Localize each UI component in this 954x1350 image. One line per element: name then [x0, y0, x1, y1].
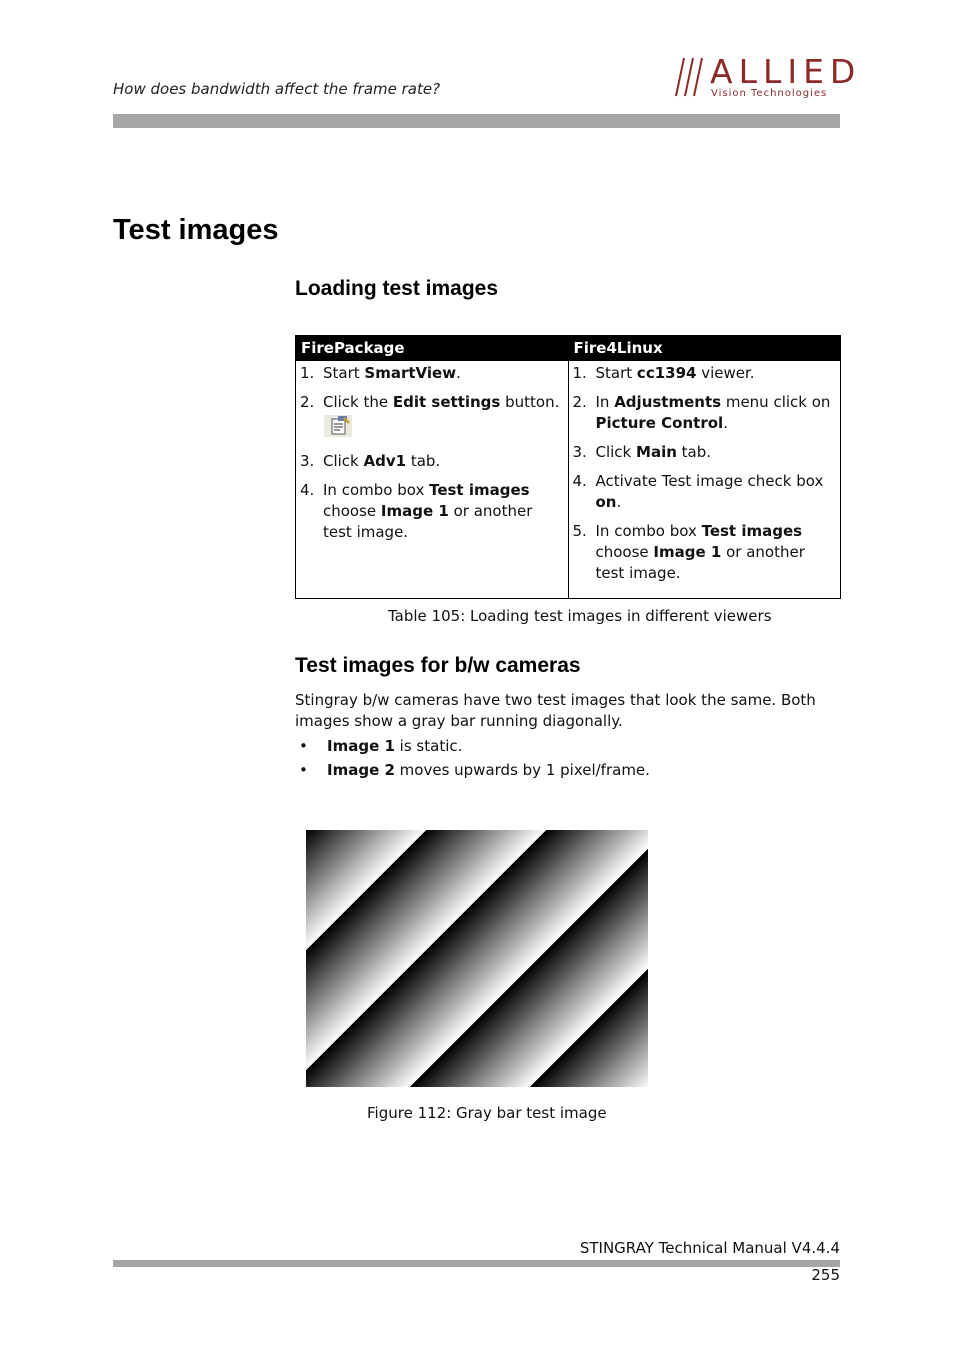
logo-slashes-icon	[666, 52, 710, 98]
header-divider	[113, 114, 840, 128]
firepackage-steps	[300, 363, 564, 543]
section-body	[295, 690, 843, 782]
edit-settings-icon	[323, 415, 353, 437]
logo-wordmark: ALLIED	[710, 52, 862, 91]
list-item: 3. Click Main tab.	[572, 443, 712, 461]
diagonal-gray-bars-figure	[306, 830, 648, 1087]
footer-divider	[113, 1260, 840, 1267]
list-item: • Image 2 moves upwards by 1 pixel/frame.	[299, 761, 650, 779]
list-item: 2. Click the Edit settings button.	[300, 392, 564, 443]
list-item: • Image 1 is static.	[299, 737, 463, 755]
list-item: 5. In combo box Test images choose Image 1 or another test image.	[572, 522, 805, 582]
page-title: Test images	[113, 214, 279, 246]
figure-caption: Figure 112: Gray bar test image	[367, 1104, 607, 1122]
table-caption: Table 105: Loading test images in different viewers	[388, 607, 772, 625]
fire4linux-steps	[573, 363, 837, 584]
list-item: 3. Click Adv1 tab.	[300, 452, 441, 470]
viewers-table	[295, 335, 841, 599]
list-item: 4. Activate Test image check box on.	[572, 472, 824, 511]
intro-paragraph: Stingray b/w cameras have two test images that look the same. Both images show a gray bar running diagonally.	[295, 691, 816, 730]
table-header-fire4linux: Fire4Linux	[568, 336, 841, 361]
section-heading-bw-cameras: Test images for b/w cameras	[295, 654, 581, 677]
logo-subtitle: Vision Technologies	[711, 88, 828, 99]
section-heading-loading: Loading test images	[295, 277, 499, 300]
table-header-firepackage: FirePackage	[296, 336, 569, 361]
list-item: 2. In Adjustments menu click on Picture Control.	[572, 393, 831, 432]
gray-bar-test-image	[306, 830, 648, 1087]
list-item: 4. In combo box Test images choose Image 1 or another test image.	[300, 481, 533, 541]
page-number: 255	[811, 1266, 840, 1284]
list-item: 1. Start cc1394 viewer.	[572, 364, 755, 382]
bullet-list	[295, 734, 843, 782]
footer-manual-title: STINGRAY Technical Manual V4.4.4	[579, 1239, 840, 1257]
list-item: 1. Start SmartView.	[300, 364, 461, 382]
allied-logo	[666, 52, 862, 102]
running-head: How does bandwidth affect the frame rate?	[113, 80, 441, 98]
fire4linux-steps-cell	[568, 361, 841, 599]
firepackage-steps-cell	[296, 361, 569, 599]
